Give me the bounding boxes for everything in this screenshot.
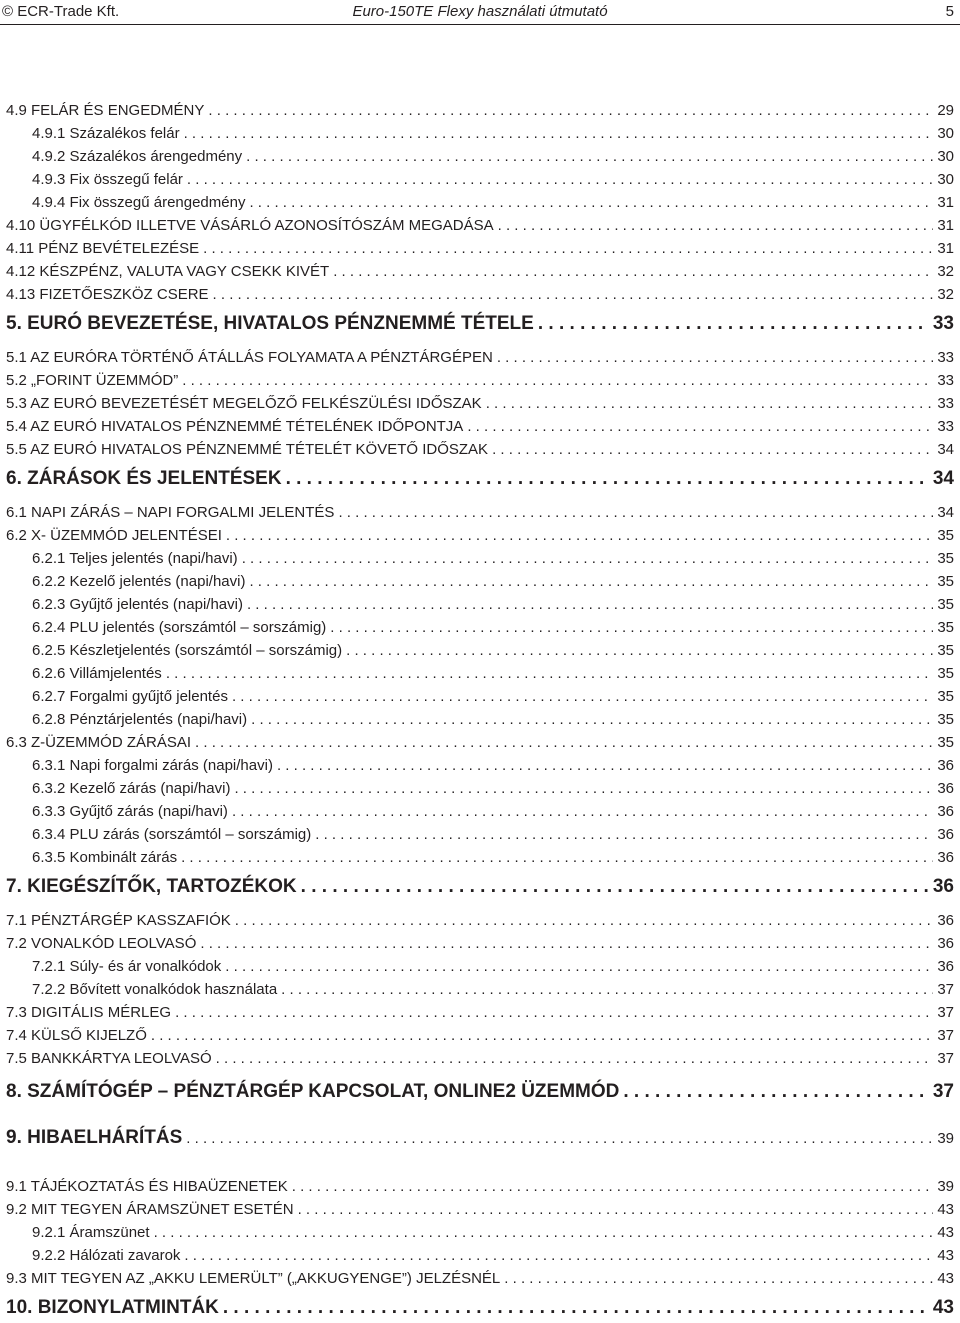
toc-entry-title: 6.3.3 Gyűjtő zárás (napi/havi) bbox=[32, 803, 228, 820]
toc-entry[interactable] bbox=[6, 1004, 954, 1022]
toc-entry-title: 4.12 KÉSZPÉNZ, VALUTA VAGY CSEKK KIVÉT bbox=[6, 263, 330, 280]
dot-leader bbox=[338, 504, 933, 522]
toc-entry[interactable] bbox=[6, 527, 954, 545]
dot-leader bbox=[504, 1270, 933, 1288]
toc-entry-title: 4.9.1 Százalékos felár bbox=[32, 125, 180, 142]
dot-leader bbox=[346, 642, 933, 660]
header-document-title: Euro-150TE Flexy használati útmutató bbox=[352, 3, 608, 20]
toc-entry[interactable] bbox=[6, 1201, 954, 1219]
toc-entry-title: 6.2.3 Gyűjtő jelentés (napi/havi) bbox=[32, 596, 243, 613]
toc-entry-title: 6.2.8 Pénztárjelentés (napi/havi) bbox=[32, 711, 248, 728]
toc-entry-page: 36 bbox=[937, 912, 954, 929]
toc-entry-page: 37 bbox=[937, 981, 954, 998]
dot-leader bbox=[277, 757, 933, 775]
toc-entry-page: 36 bbox=[937, 958, 954, 975]
dot-leader bbox=[186, 1127, 933, 1150]
dot-leader bbox=[538, 313, 929, 335]
dot-leader bbox=[232, 803, 933, 821]
toc-entry[interactable] bbox=[6, 619, 954, 637]
toc-entry-title: 5.1 AZ EURÓRA TÖRTÉNŐ ÁTÁLLÁS FOLYAMATA A PÉNZTÁRGÉPEN bbox=[6, 349, 493, 366]
toc-entry-title: 6.2 X- ÜZEMMÓD JELENTÉSEI bbox=[6, 527, 222, 544]
dot-leader bbox=[467, 418, 933, 436]
toc-entry-title: 9.3 MIT TEGYEN AZ „AKKU LEMERÜLT” („AKKUGYENGE”) JELZÉSNÉL bbox=[6, 1270, 501, 1287]
toc-entry-title: 4.9 FELÁR ÉS ENGEDMÉNY bbox=[6, 102, 205, 119]
dot-leader bbox=[333, 263, 933, 281]
toc-entry-title: 6.2.1 Teljes jelentés (napi/havi) bbox=[32, 550, 238, 567]
toc-entry-title: 6.2.6 Villámjelentés bbox=[32, 665, 162, 682]
toc-entry-page: 36 bbox=[937, 780, 954, 797]
dot-leader bbox=[486, 395, 934, 413]
toc-entry-page: 36 bbox=[937, 826, 954, 843]
toc-entry-page: 36 bbox=[937, 935, 954, 952]
toc-entry[interactable] bbox=[6, 349, 954, 367]
dot-leader bbox=[235, 912, 934, 930]
toc-entry[interactable] bbox=[6, 912, 954, 930]
toc-entry-page: 35 bbox=[937, 711, 954, 728]
dot-leader bbox=[623, 1081, 929, 1103]
toc-entry-title: 4.9.2 Százalékos árengedmény bbox=[32, 148, 243, 165]
toc-entry-title: 7.2 VONALKÓD LEOLVASÓ bbox=[6, 935, 197, 952]
toc-entry-page: 36 bbox=[937, 757, 954, 774]
toc-entry-page: 37 bbox=[937, 1050, 954, 1067]
toc-entry-page: 34 bbox=[937, 441, 954, 458]
toc-entry-title: 7.2.2 Bővített vonalkódok használata bbox=[32, 981, 278, 998]
toc-entry-page: 31 bbox=[937, 217, 954, 234]
toc-entry[interactable] bbox=[6, 171, 954, 189]
toc-entry-title: 5.3 AZ EURÓ BEVEZETÉSÉT MEGELŐZŐ FELKÉSZÜLÉSI IDŐSZAK bbox=[6, 395, 482, 412]
toc-entry-page: 31 bbox=[937, 240, 954, 257]
dot-leader bbox=[184, 125, 934, 143]
toc-entry-page: 31 bbox=[937, 194, 954, 211]
toc-entry-title: 5.2 „FORINT ÜZEMMÓD” bbox=[6, 372, 179, 389]
dot-leader bbox=[154, 1224, 934, 1242]
dot-leader bbox=[195, 734, 933, 752]
toc-entry-title: 6.2.7 Forgalmi gyűjtő jelentés bbox=[32, 688, 228, 705]
toc-entry-title: 6.3.5 Kombinált zárás bbox=[32, 849, 178, 866]
header-page-number: 5 bbox=[945, 3, 954, 20]
toc-entry[interactable] bbox=[6, 734, 954, 752]
dot-leader bbox=[497, 349, 934, 367]
toc-entry-page: 35 bbox=[937, 619, 954, 636]
dot-leader bbox=[208, 102, 933, 120]
toc-entry-page: 33 bbox=[937, 418, 954, 435]
dot-leader bbox=[182, 372, 933, 390]
toc-entry[interactable] bbox=[6, 1127, 954, 1150]
toc-entry[interactable] bbox=[6, 780, 954, 798]
toc-entry[interactable] bbox=[6, 240, 954, 258]
toc-entry-page: 39 bbox=[937, 1178, 954, 1195]
dot-leader bbox=[249, 194, 933, 212]
toc-entry[interactable] bbox=[6, 688, 954, 706]
toc-entry-title: 5.5 AZ EURÓ HIVATALOS PÉNZNEMMÉ TÉTELÉT KÖVETŐ IDŐSZAK bbox=[6, 441, 489, 458]
toc-entry-page: 35 bbox=[937, 550, 954, 567]
dot-leader bbox=[281, 981, 933, 999]
dot-leader bbox=[251, 711, 933, 729]
toc-entry-title: 6.2.4 PLU jelentés (sorszámtól – sorszámig) bbox=[32, 619, 327, 636]
toc-entry-page: 33 bbox=[937, 349, 954, 366]
toc-entry-title: 9.2.1 Áramszünet bbox=[32, 1224, 150, 1241]
toc-entry-page: 43 bbox=[937, 1247, 954, 1264]
dot-leader bbox=[286, 468, 929, 490]
toc-entry-page: 36 bbox=[937, 803, 954, 820]
toc-entry-title: 4.9.4 Fix összegű árengedmény bbox=[32, 194, 246, 211]
dot-leader bbox=[330, 619, 933, 637]
dot-leader bbox=[234, 780, 933, 798]
toc-entry[interactable] bbox=[6, 876, 954, 898]
toc-entry[interactable] bbox=[6, 757, 954, 775]
toc-entry-page: 35 bbox=[937, 527, 954, 544]
toc-entry-title: 8. SZÁMÍTÓGÉP – PÉNZTÁRGÉP KAPCSOLAT, ONLINE2 ÜZEMMÓD bbox=[6, 1081, 620, 1102]
toc-entry-page: 43 bbox=[937, 1201, 954, 1218]
toc-entry[interactable] bbox=[6, 665, 954, 683]
dot-leader bbox=[187, 171, 933, 189]
toc-entry[interactable] bbox=[6, 1027, 954, 1045]
dot-leader bbox=[181, 849, 933, 867]
toc-entry[interactable] bbox=[6, 826, 954, 844]
dot-leader bbox=[216, 1050, 934, 1068]
toc-entry-title: 7. KIEGÉSZÍTŐK, TARTOZÉKOK bbox=[6, 876, 297, 897]
toc-entry[interactable] bbox=[6, 102, 954, 120]
toc-entry[interactable] bbox=[6, 263, 954, 281]
dot-leader bbox=[301, 876, 929, 898]
toc-entry-page: 33 bbox=[937, 372, 954, 389]
toc-entry-page: 35 bbox=[937, 688, 954, 705]
toc-entry[interactable] bbox=[6, 1178, 954, 1196]
dot-leader bbox=[200, 935, 933, 953]
toc-entry-page: 33 bbox=[937, 395, 954, 412]
toc-entry-title: 7.3 DIGITÁLIS MÉRLEG bbox=[6, 1004, 172, 1021]
toc-entry[interactable] bbox=[6, 286, 954, 304]
toc-entry-title: 6.2.2 Kezelő jelentés (napi/havi) bbox=[32, 573, 246, 590]
dot-leader bbox=[223, 1297, 929, 1319]
dot-leader bbox=[498, 217, 934, 235]
toc-entry-page: 39 bbox=[937, 1130, 954, 1147]
dot-leader bbox=[184, 1247, 933, 1265]
toc-entry-title: 7.1 PÉNZTÁRGÉP KASSZAFIÓK bbox=[6, 912, 231, 929]
toc-entry[interactable] bbox=[6, 981, 954, 999]
toc-entry-page: 37 bbox=[937, 1004, 954, 1021]
toc-entry-title: 5. EURÓ BEVEZETÉSE, HIVATALOS PÉNZNEMMÉ TÉTELE bbox=[6, 313, 534, 334]
toc-entry[interactable] bbox=[6, 148, 954, 166]
toc-entry[interactable] bbox=[6, 1081, 954, 1103]
toc-entry[interactable] bbox=[6, 372, 954, 390]
toc-entry-title: 4.13 FIZETŐESZKÖZ CSERE bbox=[6, 286, 209, 303]
toc-entry[interactable] bbox=[6, 803, 954, 821]
toc-entry[interactable] bbox=[6, 468, 954, 490]
toc-entry[interactable] bbox=[6, 642, 954, 660]
toc-entry[interactable] bbox=[6, 1297, 954, 1319]
toc-entry[interactable] bbox=[6, 441, 954, 459]
dot-leader bbox=[249, 573, 933, 591]
toc-entry-page: 29 bbox=[937, 102, 954, 119]
toc-entry-page: 35 bbox=[937, 665, 954, 682]
toc-entry-page: 32 bbox=[937, 286, 954, 303]
toc-entry[interactable] bbox=[6, 958, 954, 976]
toc-entry-page: 35 bbox=[937, 642, 954, 659]
toc-entry-page: 37 bbox=[932, 1081, 954, 1102]
toc-entry[interactable] bbox=[6, 1224, 954, 1242]
dot-leader bbox=[166, 665, 934, 683]
toc-entry-title: 7.2.1 Súly- és ár vonalkódok bbox=[32, 958, 222, 975]
toc-entry[interactable] bbox=[6, 1050, 954, 1068]
toc-entry-page: 32 bbox=[937, 263, 954, 280]
dot-leader bbox=[298, 1201, 934, 1219]
dot-leader bbox=[232, 688, 933, 706]
toc-entry-title: 4.11 PÉNZ BEVÉTELEZÉSE bbox=[6, 240, 200, 257]
toc-entry-title: 6.3.1 Napi forgalmi zárás (napi/havi) bbox=[32, 757, 273, 774]
toc-entry-page: 36 bbox=[937, 849, 954, 866]
toc-entry-title: 6.3 Z-ÜZEMMÓD ZÁRÁSAI bbox=[6, 734, 192, 751]
dot-leader bbox=[175, 1004, 933, 1022]
toc-entry-title: 10. BIZONYLATMINTÁK bbox=[6, 1297, 219, 1318]
toc-entry-title: 5.4 AZ EURÓ HIVATALOS PÉNZNEMMÉ TÉTELÉNEK IDŐPONTJA bbox=[6, 418, 464, 435]
dot-leader bbox=[247, 596, 933, 614]
toc-entry-page: 30 bbox=[937, 148, 954, 165]
toc-entry-title: 6.3.2 Kezelő zárás (napi/havi) bbox=[32, 780, 231, 797]
toc-entry-page: 43 bbox=[932, 1297, 954, 1318]
dot-leader bbox=[151, 1027, 933, 1045]
toc-entry-page: 36 bbox=[932, 876, 954, 897]
dot-leader bbox=[492, 441, 933, 459]
toc-entry-page: 34 bbox=[932, 468, 954, 489]
toc-entry[interactable] bbox=[6, 550, 954, 568]
toc-entry[interactable] bbox=[6, 217, 954, 235]
toc-entry[interactable] bbox=[6, 1270, 954, 1288]
toc-entry[interactable] bbox=[6, 194, 954, 212]
toc-entry-page: 35 bbox=[937, 734, 954, 751]
dot-leader bbox=[225, 958, 933, 976]
header-copyright: © ECR-Trade Kft. bbox=[2, 3, 120, 20]
toc-entry[interactable] bbox=[6, 504, 954, 522]
toc-entry-title: 9.2.2 Hálózati zavarok bbox=[32, 1247, 181, 1264]
toc-entry-page: 35 bbox=[937, 573, 954, 590]
toc-entry[interactable] bbox=[6, 573, 954, 591]
toc-entry-title: 9.2 MIT TEGYEN ÁRAMSZÜNET ESETÉN bbox=[6, 1201, 294, 1218]
dot-leader bbox=[203, 240, 933, 258]
page-header bbox=[0, 0, 960, 25]
toc-entry-page: 30 bbox=[937, 125, 954, 142]
toc-entry-title: 4.10 ÜGYFÉLKÓD ILLETVE VÁSÁRLÓ AZONOSÍTÓSZÁM MEGADÁSA bbox=[6, 217, 494, 234]
toc-entry-title: 4.9.3 Fix összegű felár bbox=[32, 171, 183, 188]
toc-entry[interactable] bbox=[6, 418, 954, 436]
toc-entry[interactable] bbox=[6, 125, 954, 143]
toc-entry-title: 9. HIBAELHÁRÍTÁS bbox=[6, 1127, 183, 1148]
toc-entry[interactable] bbox=[6, 711, 954, 729]
toc-entry[interactable] bbox=[6, 849, 954, 867]
dot-leader bbox=[213, 286, 934, 304]
toc-entry[interactable] bbox=[6, 1247, 954, 1265]
toc-entry-title: 9.1 TÁJÉKOZTATÁS ÉS HIBAÜZENETEK bbox=[6, 1178, 288, 1195]
toc-entry[interactable] bbox=[6, 596, 954, 614]
toc-entry-page: 35 bbox=[937, 596, 954, 613]
toc-entry-title: 6.2.5 Készletjelentés (sorszámtól – sorszámig) bbox=[32, 642, 343, 659]
toc-entry[interactable] bbox=[6, 313, 954, 335]
toc-entry[interactable] bbox=[6, 935, 954, 953]
toc-entry-title: 6. ZÁRÁSOK ÉS JELENTÉSEK bbox=[6, 468, 282, 489]
dot-leader bbox=[292, 1178, 934, 1196]
dot-leader bbox=[226, 527, 933, 545]
toc-entry-page: 33 bbox=[932, 313, 954, 334]
toc-entry-page: 43 bbox=[937, 1224, 954, 1241]
dot-leader bbox=[242, 550, 934, 568]
dot-leader bbox=[315, 826, 933, 844]
toc-entry-title: 6.3.4 PLU zárás (sorszámtól – sorszámig) bbox=[32, 826, 312, 843]
dot-leader bbox=[246, 148, 933, 166]
toc-entry-title: 7.5 BANKKÁRTYA LEOLVASÓ bbox=[6, 1050, 212, 1067]
toc-entry-title: 7.4 KÜLSŐ KIJELZŐ bbox=[6, 1027, 147, 1044]
toc-entry-title: 6.1 NAPI ZÁRÁS – NAPI FORGALMI JELENTÉS bbox=[6, 504, 335, 521]
toc-entry-page: 37 bbox=[937, 1027, 954, 1044]
toc-entry[interactable] bbox=[6, 395, 954, 413]
toc-entry-page: 34 bbox=[937, 504, 954, 521]
toc-entry-page: 30 bbox=[937, 171, 954, 188]
toc-entry-page: 43 bbox=[937, 1270, 954, 1287]
